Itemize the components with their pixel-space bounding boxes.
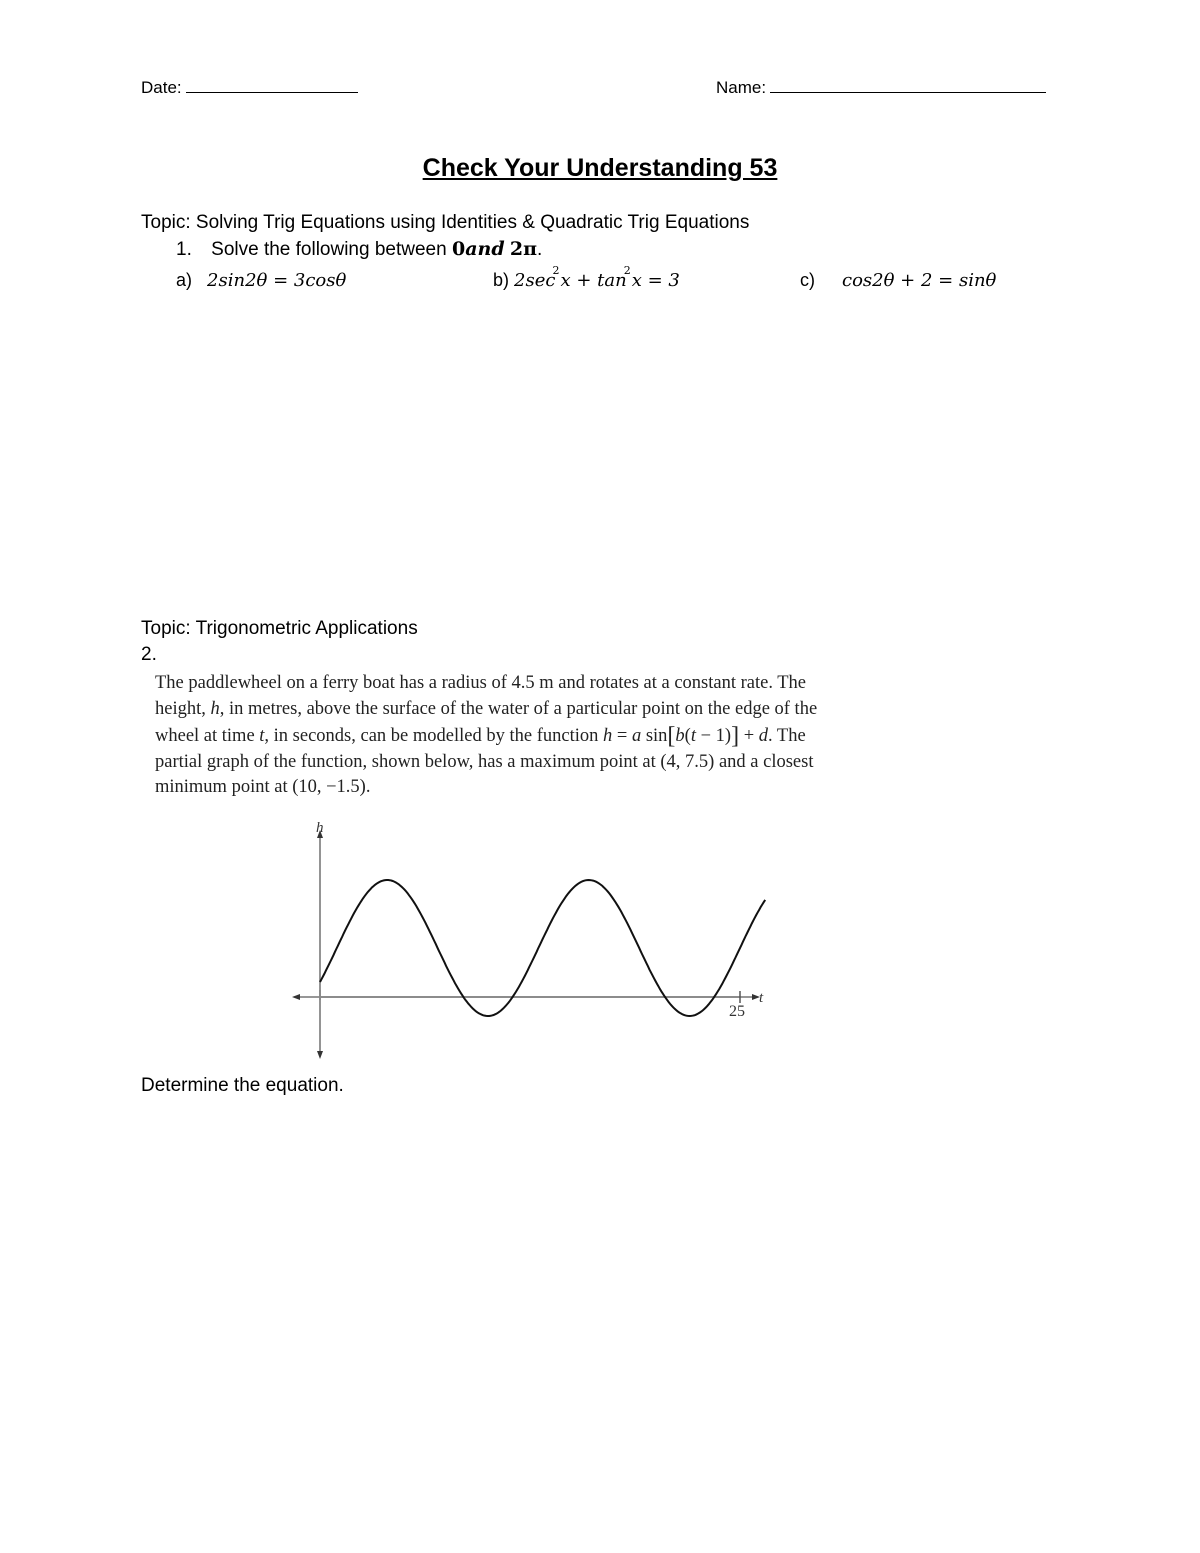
problem-line-2: height, h, in metres, above the surface of the water of a particular point on the edge of the [155,698,818,719]
x-tick-label-25: 25 [729,1003,745,1020]
part-c-equation: cos2θ + 2 = sinθ [842,270,997,291]
question-1-period: . [537,239,543,260]
function-formula: h = a sin[b(t − 1)] + d [603,723,769,749]
part-a-equation: 2sin2θ = 3cosθ [207,270,347,291]
sinusoid-curve [320,880,765,1016]
part-c-label: c) [800,270,815,290]
problem-line-5: minimum point at (10, −1.5). [155,777,371,797]
question-1-text: Solve the following between [211,239,447,260]
problem-line-1: The paddlewheel on a ferry boat has a radius of 4.5 m and rotates at a constant rate. The [155,673,807,693]
name-label: Name: [716,78,767,97]
problem-line-3: wheel at time t, in seconds, can be modelled by the function h = a sin[b(t − 1)] + d. The [155,723,806,749]
part-b-equation: $2\sec^2x + \tan^2x = 3$ [514,264,680,291]
part-a-label: a) [176,270,193,290]
page-title: Check Your Understanding 53 [422,154,778,182]
problem-line-4: partial graph of the function, shown below, has a maximum point at (4, 7.5) and a closest [155,751,814,772]
y-axis-label: h [316,820,324,836]
date-label: Date: [141,78,182,97]
question-2-prompt: Determine the equation. [141,1075,344,1096]
topic-2: Topic: Trigonometric Applications [141,618,418,639]
range-end: 2π [509,238,538,260]
x-axis-label: t [759,990,764,1006]
range-and: and [465,238,505,260]
question-2-number: 2. [141,644,157,665]
question-1-number: 1. [176,239,192,260]
part-b-label: b) [493,270,510,290]
range-start: 0 [451,238,466,260]
topic-1: Topic: Solving Trig Equations using Identities & Quadratic Trig Equations [141,212,750,233]
